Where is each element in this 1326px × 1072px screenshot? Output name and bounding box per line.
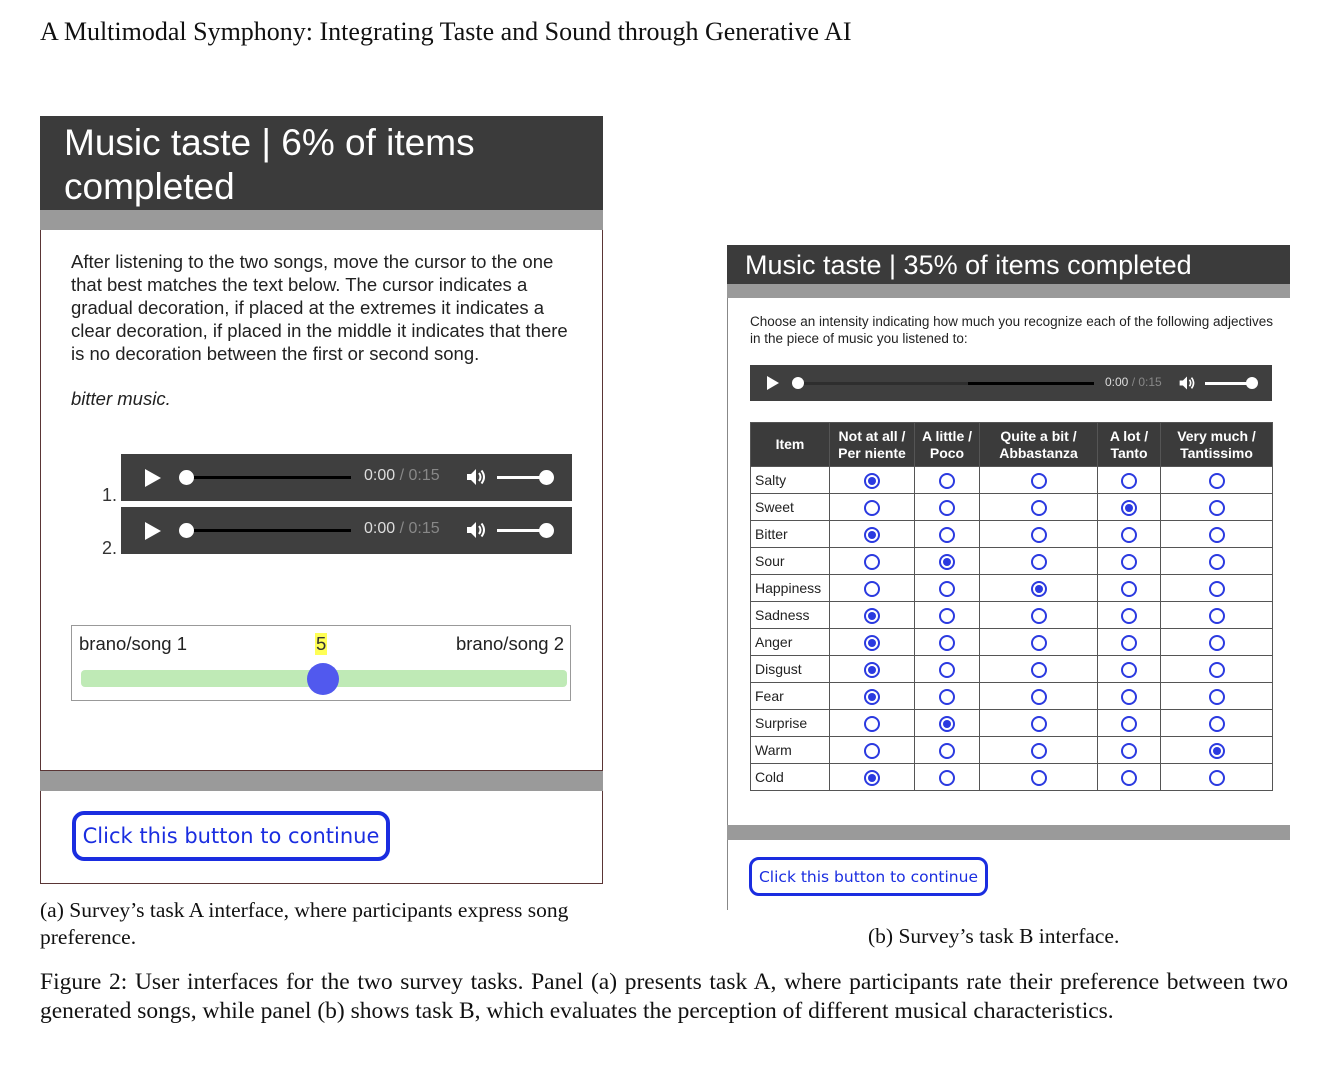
rating-radio[interactable] [939, 716, 955, 732]
rating-radio[interactable] [939, 743, 955, 759]
rating-cell [980, 467, 1098, 494]
table-row [751, 494, 1273, 521]
rating-cell [980, 710, 1098, 737]
rating-radio[interactable] [939, 473, 955, 489]
rating-radio[interactable] [864, 716, 880, 732]
rating-radio[interactable] [864, 662, 880, 678]
rating-radio[interactable] [1209, 581, 1225, 597]
rating-cell [980, 575, 1098, 602]
rating-cell [830, 521, 915, 548]
seek-track[interactable] [968, 382, 1094, 385]
panel-b-survey-task-b [727, 245, 1290, 910]
panel-a-footer-bar [40, 771, 603, 791]
volume-handle[interactable] [539, 470, 554, 485]
row-item-label: Warm [751, 737, 830, 764]
rating-cell [915, 683, 980, 710]
table-row [751, 467, 1273, 494]
rating-cell [830, 710, 915, 737]
rating-radio[interactable] [1031, 500, 1047, 516]
rating-radio[interactable] [1031, 770, 1047, 786]
rating-cell [980, 764, 1098, 791]
rating-radio[interactable] [1121, 581, 1137, 597]
rating-radio[interactable] [1209, 716, 1225, 732]
rating-cell [830, 575, 915, 602]
volume-handle[interactable] [1246, 377, 1258, 389]
rating-cell [1098, 656, 1161, 683]
rating-cell [830, 737, 915, 764]
table-row [751, 629, 1273, 656]
rating-radio[interactable] [1121, 500, 1137, 516]
rating-radio[interactable] [864, 500, 880, 516]
rating-radio[interactable] [939, 662, 955, 678]
rating-cell [915, 629, 980, 656]
row-item-label: Happiness [751, 575, 830, 602]
rating-radio[interactable] [939, 635, 955, 651]
row-item-label: Sour [751, 548, 830, 575]
column-header-sublabel: Abbastanza [999, 444, 1078, 461]
rating-radio[interactable] [939, 581, 955, 597]
rating-cell [980, 656, 1098, 683]
rating-cell [915, 710, 980, 737]
rating-cell [830, 629, 915, 656]
rating-cell [830, 602, 915, 629]
rating-radio[interactable] [1031, 689, 1047, 705]
slider-handle[interactable] [307, 663, 339, 695]
rating-cell [1098, 575, 1161, 602]
table-row [751, 737, 1273, 764]
audio-player-number: 1. [101, 485, 117, 505]
row-item-label: Bitter [751, 521, 830, 548]
column-header [751, 423, 830, 467]
rating-radio[interactable] [939, 608, 955, 624]
rating-radio[interactable] [1121, 743, 1137, 759]
rating-radio[interactable] [864, 635, 880, 651]
rating-cell [1161, 602, 1273, 629]
rating-radio[interactable] [1031, 554, 1047, 570]
time-current: 0:00 [1105, 375, 1129, 389]
panel-b-instructions: Choose an intensity indicating how much you recognize each of the following adjectives in the piece of music you listened to: [750, 314, 1274, 346]
rating-cell [980, 548, 1098, 575]
rating-cell [1161, 548, 1273, 575]
rating-radio[interactable] [1209, 662, 1225, 678]
rating-radio[interactable] [1121, 608, 1137, 624]
seek-track-played[interactable] [802, 382, 968, 385]
table-row [751, 521, 1273, 548]
rating-radio[interactable] [1209, 527, 1225, 543]
panel-a-instructions: After listening to the two songs, move the cursor to the one that best matches the text below. The cursor indicates a gradual decoration, if placed at the extremes it indicates a clear decoration, if placed in the middle it indicates that there is no decoration between the first or second song. [71, 251, 568, 364]
rating-cell [1098, 764, 1161, 791]
rating-cell [1161, 764, 1273, 791]
rating-radio[interactable] [939, 500, 955, 516]
rating-radio[interactable] [864, 473, 880, 489]
rating-cell [1161, 467, 1273, 494]
audio-player-1[interactable] [121, 454, 572, 501]
rating-cell [980, 629, 1098, 656]
column-header-sublabel: Poco [929, 444, 965, 461]
slider-value: 5 [316, 633, 327, 654]
rating-cell [1161, 710, 1273, 737]
rating-cell [1161, 683, 1273, 710]
row-item-label: Sadness [751, 602, 830, 629]
panel-a-survey-task-a [40, 116, 603, 884]
rating-grid-header [751, 423, 1273, 467]
slider-left-label: brano/song 1 [79, 633, 188, 654]
column-header-label: A little / [921, 427, 973, 444]
rating-cell [830, 467, 915, 494]
rating-cell [830, 764, 915, 791]
panel-a-content [40, 230, 603, 771]
panel-b-left-border [727, 298, 728, 910]
rating-cell [915, 764, 980, 791]
rating-radio[interactable] [864, 689, 880, 705]
volume-icon[interactable] [465, 466, 487, 488]
rating-cell [980, 602, 1098, 629]
volume-handle[interactable] [539, 523, 554, 538]
rating-radio[interactable] [939, 527, 955, 543]
rating-cell [1098, 602, 1161, 629]
time-current: 0:00 [364, 520, 396, 537]
rating-cell [1161, 656, 1273, 683]
seek-handle[interactable] [179, 470, 194, 485]
rating-cell [1161, 575, 1273, 602]
rating-radio[interactable] [1031, 635, 1047, 651]
rating-cell [1098, 683, 1161, 710]
rating-cell [830, 548, 915, 575]
time-duration: 0:15 [1138, 375, 1162, 389]
column-header-label: Quite a bit / [1000, 427, 1077, 444]
table-row [751, 602, 1273, 629]
rating-cell [1161, 494, 1273, 521]
rating-cell [915, 494, 980, 521]
rating-radio[interactable] [1209, 743, 1225, 759]
rating-cell [830, 683, 915, 710]
column-header [915, 423, 980, 467]
row-item-label: Anger [751, 629, 830, 656]
rating-cell [1161, 737, 1273, 764]
table-row [751, 575, 1273, 602]
column-header [830, 423, 915, 467]
seek-handle[interactable] [179, 523, 194, 538]
panel-a-title: Music taste | 6% of items completed [40, 116, 603, 210]
panel-b-title: Music taste | 35% of items completed [727, 245, 1290, 284]
rating-cell [980, 521, 1098, 548]
play-icon[interactable] [767, 376, 779, 390]
rating-radio[interactable] [1121, 770, 1137, 786]
rating-radio[interactable] [1031, 716, 1047, 732]
rating-radio[interactable] [1121, 473, 1137, 489]
rating-radio[interactable] [1209, 635, 1225, 651]
rating-cell [980, 683, 1098, 710]
rating-radio[interactable] [1031, 743, 1047, 759]
time-duration: 0:15 [408, 467, 440, 484]
panel-b-caption: (b) Survey’s task B interface. [868, 924, 1120, 948]
panel-b-progress-bar [727, 284, 1290, 298]
rating-radio[interactable] [1121, 635, 1137, 651]
rating-radio[interactable] [864, 608, 880, 624]
rating-radio[interactable] [1209, 500, 1225, 516]
rating-cell [830, 494, 915, 521]
paper-header: A Multimodal Symphony: Integrating Taste and Sound through Generative AI [40, 17, 852, 46]
table-row [751, 764, 1273, 791]
rating-cell [915, 737, 980, 764]
rating-cell [1161, 629, 1273, 656]
rating-radio[interactable] [1121, 689, 1137, 705]
table-row [751, 710, 1273, 737]
volume-icon[interactable] [465, 519, 487, 541]
time-display [1105, 375, 1162, 389]
seek-track[interactable] [181, 476, 351, 479]
preference-slider [71, 625, 571, 701]
panel-a-footer [40, 791, 603, 884]
row-item-label: Surprise [751, 710, 830, 737]
table-row [751, 656, 1273, 683]
rating-cell [830, 656, 915, 683]
rating-radio[interactable] [1209, 770, 1225, 786]
rating-radio[interactable] [939, 554, 955, 570]
rating-cell [1098, 548, 1161, 575]
rating-grid [750, 422, 1273, 791]
rating-radio[interactable] [1031, 662, 1047, 678]
table-row [751, 548, 1273, 575]
panel-b-footer-bar [727, 825, 1290, 840]
rating-radio[interactable] [864, 581, 880, 597]
rating-radio[interactable] [1121, 716, 1137, 732]
rating-radio[interactable] [864, 527, 880, 543]
rating-cell [1161, 521, 1273, 548]
time-display [364, 467, 440, 485]
row-item-label: Cold [751, 764, 830, 791]
volume-icon[interactable] [1178, 374, 1196, 392]
rating-cell [915, 548, 980, 575]
panel-a-caption: (a) Survey’s task A interface, where participants express song preference. [40, 898, 569, 949]
rating-radio[interactable] [1121, 662, 1137, 678]
rating-cell [1098, 737, 1161, 764]
time-separator: / [395, 467, 409, 484]
column-header-label: Item [775, 436, 805, 452]
rating-cell [980, 494, 1098, 521]
audio-player[interactable] [750, 365, 1272, 401]
time-separator: / [395, 520, 409, 537]
rating-radio[interactable] [1121, 554, 1137, 570]
rating-cell [915, 656, 980, 683]
rating-cell [915, 602, 980, 629]
continue-button[interactable]: Click this button to continue [72, 811, 390, 861]
rating-cell [1098, 710, 1161, 737]
rating-radio[interactable] [1031, 608, 1047, 624]
column-header-sublabel: Tantissimo [1180, 444, 1253, 461]
row-item-label: Fear [751, 683, 830, 710]
seek-handle[interactable] [792, 377, 804, 389]
figure-caption: Figure 2: User interfaces for the two survey tasks. Panel (a) presents task A, where participants rate their preference between two generated songs, while panel (b) shows task B, which evaluates the perception of different musical characteristics. [40, 969, 1288, 1024]
column-header [980, 423, 1098, 467]
panel-a-prompt: bitter music. [71, 388, 171, 409]
rating-radio[interactable] [1031, 527, 1047, 543]
rating-radio[interactable] [1121, 527, 1137, 543]
rating-radio[interactable] [1209, 689, 1225, 705]
seek-track[interactable] [181, 529, 351, 532]
rating-cell [1098, 494, 1161, 521]
column-header-label: Not at all / [838, 427, 906, 444]
rating-radio[interactable] [1209, 554, 1225, 570]
row-item-label: Sweet [751, 494, 830, 521]
rating-radio[interactable] [864, 770, 880, 786]
column-header-label: Very much / [1177, 427, 1256, 444]
rating-cell [915, 521, 980, 548]
rating-radio[interactable] [864, 743, 880, 759]
play-icon[interactable] [145, 522, 161, 540]
rating-cell [1098, 521, 1161, 548]
time-current: 0:00 [364, 467, 396, 484]
rating-radio[interactable] [939, 689, 955, 705]
rating-cell [1098, 629, 1161, 656]
panel-a-progress-bar [40, 210, 603, 230]
row-item-label: Disgust [751, 656, 830, 683]
rating-cell [980, 737, 1098, 764]
continue-button[interactable]: Click this button to continue [749, 857, 988, 896]
audio-player-2[interactable] [121, 507, 572, 554]
column-header-sublabel: Per niente [838, 444, 906, 461]
time-display [364, 520, 440, 538]
audio-player-number: 2. [101, 538, 117, 558]
column-header [1098, 423, 1161, 467]
rating-cell [915, 467, 980, 494]
rating-cell [915, 575, 980, 602]
time-duration: 0:15 [408, 520, 440, 537]
rating-radio[interactable] [1031, 473, 1047, 489]
column-header-label: A lot / [1109, 427, 1149, 444]
column-header [1161, 423, 1273, 467]
rating-radio[interactable] [1209, 473, 1225, 489]
table-row [751, 683, 1273, 710]
rating-cell [1098, 467, 1161, 494]
rating-radio[interactable] [1209, 608, 1225, 624]
rating-radio[interactable] [864, 554, 880, 570]
time-separator: / [1128, 375, 1139, 389]
column-header-sublabel: Tanto [1110, 444, 1148, 461]
row-item-label: Salty [751, 467, 830, 494]
play-icon[interactable] [145, 469, 161, 487]
rating-radio[interactable] [939, 770, 955, 786]
rating-radio[interactable] [1031, 581, 1047, 597]
slider-right-label: brano/song 2 [455, 633, 564, 654]
